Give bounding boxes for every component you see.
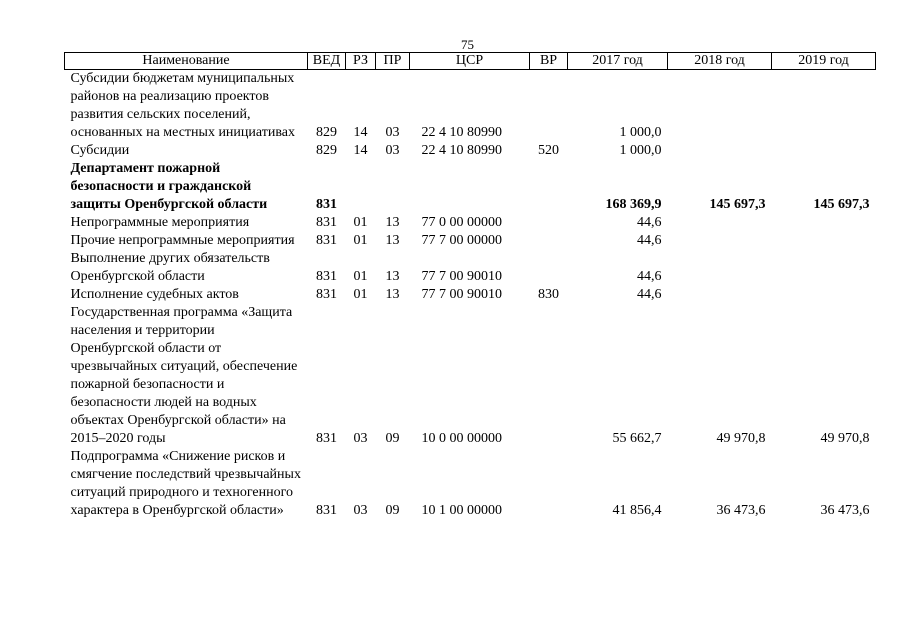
cell-2018 [668,214,772,232]
cell-pr: 13 [385,233,400,248]
cell-rz [346,160,376,214]
cell-2018: 49 970,8 [716,431,766,446]
cell-csr: 10 0 00 00000 [421,431,502,446]
cell-2017: 1 000,0 [619,125,662,140]
cell-2019: 36 473,6 [820,503,870,518]
cell-2018 [668,232,772,250]
cell-pr: 03 [385,143,400,158]
cell-csr: 77 0 00 00000 [421,215,502,230]
table-row [65,286,876,304]
cell-2018: 36 473,6 [716,503,766,518]
header-pr: ПР [376,53,410,70]
cell-2017: 44,6 [637,233,662,248]
cell-2019 [772,142,876,160]
cell-vr [530,70,568,143]
cell-rz: 14 [353,125,368,140]
cell-rz: 14 [353,143,368,158]
cell-2017: 44,6 [637,287,662,302]
header-name: Наименование [65,53,308,70]
header-rz: РЗ [346,53,376,70]
cell-vr [530,232,568,250]
header-ved: ВЕД [308,53,346,70]
cell-2019 [772,250,876,286]
table-header-row [65,53,876,70]
cell-name: Исполнение судебных актов [70,287,239,302]
table-row [65,142,876,160]
header-2019: 2019 год [772,53,876,70]
cell-pr: 13 [385,215,400,230]
header-2018: 2018 год [668,53,772,70]
cell-2019 [772,232,876,250]
cell-ved: 829 [316,125,337,140]
cell-vr [530,304,568,448]
cell-vr [530,160,568,214]
cell-name: Непрограммные мероприятия [70,215,250,230]
cell-2018 [668,70,772,143]
cell-rz: 01 [353,287,368,302]
cell-2019 [772,214,876,232]
cell-pr: 13 [385,287,400,302]
cell-name: Субсидии [70,143,130,158]
cell-pr: 09 [385,431,400,446]
cell-2018 [668,286,772,304]
cell-ved: 831 [316,215,337,230]
cell-ved: 831 [316,287,337,302]
table-row [65,250,876,286]
cell-2017: 1 000,0 [619,143,662,158]
cell-vr: 830 [538,287,559,302]
cell-ved: 831 [316,233,337,248]
cell-vr [530,448,568,520]
cell-csr: 22 4 10 80990 [421,143,502,158]
cell-name: Выполнение других обязательств Оренбургской области [70,251,270,284]
cell-csr [410,160,530,214]
cell-csr: 77 7 00 90010 [421,287,502,302]
cell-ved: 831 [316,269,337,284]
cell-rz: 03 [353,503,368,518]
cell-ved: 831 [316,197,337,212]
cell-ved: 831 [316,431,337,446]
cell-csr: 77 7 00 00000 [421,233,502,248]
cell-ved: 831 [316,503,337,518]
table-row [65,232,876,250]
cell-name: Подпрограмма «Снижение рисков и смягчение последствий чрезвычайных ситуаций природного и техногенного характера в Оренбургской области» [70,449,301,518]
cell-vr: 520 [538,143,559,158]
table-row [65,70,876,143]
header-vr: ВР [530,53,568,70]
cell-2019 [772,286,876,304]
header-csr: ЦСР [410,53,530,70]
cell-name: Департамент пожарной безопасности и гражданской защиты Оренбургской области [70,161,268,212]
cell-pr [376,160,410,214]
cell-name: Прочие непрограммные мероприятия [70,233,295,248]
table-row [65,448,876,520]
cell-pr: 03 [385,125,400,140]
table-body [65,70,876,521]
cell-rz: 01 [353,269,368,284]
cell-2019: 145 697,3 [813,197,870,212]
cell-rz: 01 [353,233,368,248]
cell-vr [530,214,568,232]
cell-2017: 55 662,7 [612,431,662,446]
cell-rz: 03 [353,431,368,446]
table-row [65,214,876,232]
cell-csr: 22 4 10 80990 [421,125,502,140]
cell-csr: 77 7 00 90010 [421,269,502,284]
cell-2018 [668,142,772,160]
cell-name: Государственная программа «Защита населения и территории Оренбургской области от чрезвычайных ситуаций, обеспечение пожарной безопасности и безопасности людей на водных объектах Оренбургской области» на 2015–2020 годы [70,305,298,446]
cell-2017: 44,6 [637,215,662,230]
cell-2017: 41 856,4 [612,503,662,518]
cell-2017: 168 369,9 [605,197,662,212]
cell-csr: 10 1 00 00000 [421,503,502,518]
table-row [65,304,876,448]
budget-table [64,52,876,520]
cell-2017: 44,6 [637,269,662,284]
cell-2019 [772,70,876,143]
table-row [65,160,876,214]
cell-2018 [668,250,772,286]
cell-2018: 145 697,3 [709,197,766,212]
page-number: 75 [461,37,474,52]
cell-pr: 09 [385,503,400,518]
cell-name: Субсидии бюджетам муниципальных районов на реализацию проектов развития сельских поселений, основанных на местных инициативах [70,71,296,140]
cell-vr [530,250,568,286]
header-2017: 2017 год [568,53,668,70]
cell-ved: 829 [316,143,337,158]
cell-2019: 49 970,8 [820,431,870,446]
cell-pr: 13 [385,269,400,284]
cell-rz: 01 [353,215,368,230]
